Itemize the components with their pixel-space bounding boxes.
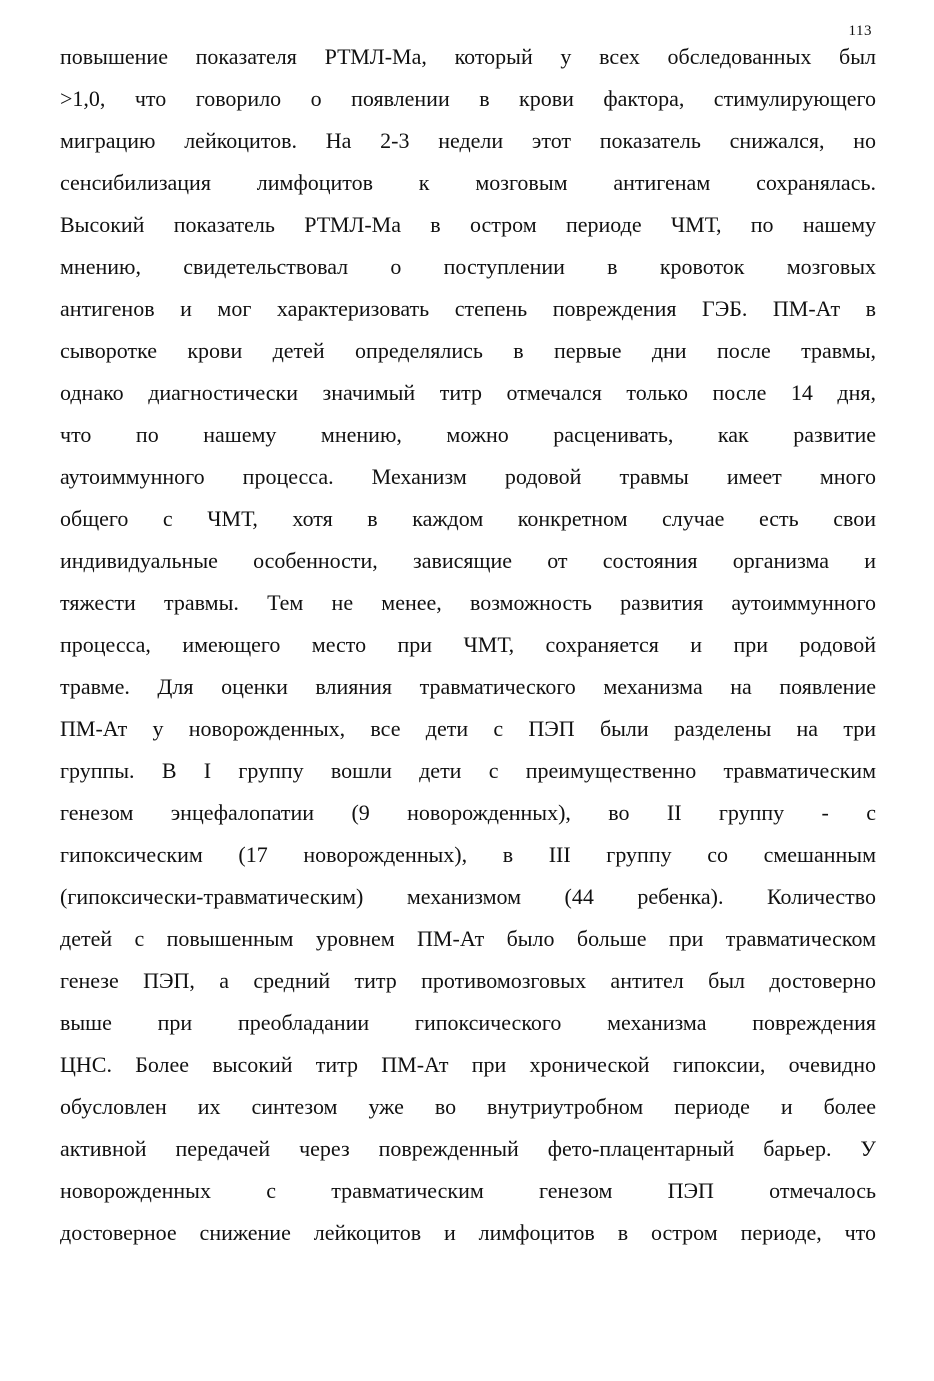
page-number: 113: [848, 23, 872, 39]
text-line: антигенов и мог характеризовать степень повреждения ГЭБ. ПМ-Ат в: [60, 296, 876, 321]
text-line: ПМ-Ат у новорожденных, все дети с ПЭП были разделены на три: [60, 716, 876, 741]
text-line: тяжести травмы. Тем не менее, возможность развития аутоиммунного: [60, 590, 876, 615]
text-line: гипоксическим (17 новорожденных), в III группу со смешанным: [60, 842, 876, 867]
text-line: мнению, свидетельствовал о поступлении в кровоток мозговых: [60, 254, 876, 279]
text-line: однако диагностически значимый титр отмечался только после 14 дня,: [60, 380, 876, 405]
text-line: Высокий показатель РТМЛ-Ма в остром периоде ЧМТ, по нашему: [60, 212, 876, 237]
text-line: повышение показателя РТМЛ-Ма, который у всех обследованных был: [60, 44, 876, 69]
text-line: генезом энцефалопатии (9 новорожденных), во II группу - с: [60, 800, 876, 825]
text-line: сыворотке крови детей определялись в первые дни после травмы,: [60, 338, 876, 363]
text-line: детей с повышенным уровнем ПМ-Ат было больше при травматическом: [60, 926, 876, 951]
text-line: генезе ПЭП, а средний титр противомозговых антител был достоверно: [60, 968, 876, 993]
text-line: процесса, имеющего место при ЧМТ, сохраняется и при родовой: [60, 632, 876, 657]
text-line: (гипоксически-травматическим) механизмом (44 ребенка). Количество: [60, 884, 876, 909]
text-line: общего с ЧМТ, хотя в каждом конкретном случае есть свои: [60, 506, 876, 531]
text-line: активной передачей через поврежденный фето-плацентарный барьер. У: [60, 1136, 876, 1161]
text-line: сенсибилизация лимфоцитов к мозговым антигенам сохранялась.: [60, 170, 876, 195]
text-line: >1,0, что говорило о появлении в крови фактора, стимулирующего: [60, 86, 876, 111]
text-line: новорожденных с травматическим генезом ПЭП отмечалось: [60, 1178, 876, 1203]
body-text: [60, 36, 876, 1254]
text-line: аутоиммунного процесса. Механизм родовой травмы имеет много: [60, 464, 876, 489]
text-line: выше при преобладании гипоксического механизма повреждения: [60, 1010, 876, 1035]
text-line: травме. Для оценки влияния травматического механизма на появление: [60, 674, 876, 699]
text-line: ЦНС. Более высокий титр ПМ-Ат при хронической гипоксии, очевидно: [60, 1052, 876, 1077]
text-line: что по нашему мнению, можно расценивать, как развитие: [60, 422, 876, 447]
text-line: обусловлен их синтезом уже во внутриутробном периоде и более: [60, 1094, 876, 1119]
text-line: достоверное снижение лейкоцитов и лимфоцитов в остром периоде, что: [60, 1220, 876, 1245]
text-line: индивидуальные особенности, зависящие от состояния организма и: [60, 548, 876, 573]
text-line: группы. В I группу вошли дети с преимущественно травматическим: [60, 758, 876, 783]
text-line: миграцию лейкоцитов. На 2-3 недели этот показатель снижался, но: [60, 128, 876, 153]
